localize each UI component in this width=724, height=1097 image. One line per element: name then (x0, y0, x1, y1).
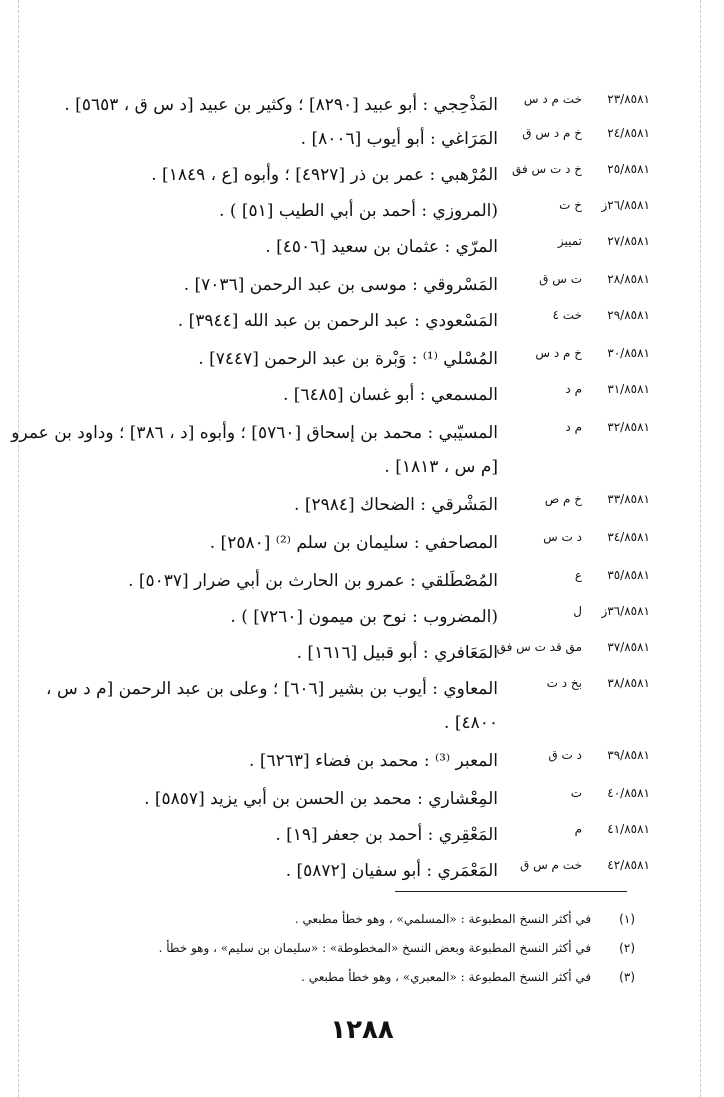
entry-number: ٣٨/٨٥٨١ (607, 676, 650, 690)
scan-margin-line (700, 0, 701, 1097)
footnote (90, 970, 635, 984)
entry-text: المَرَاغي : أبو أيوب [٨٠٠٦] . (300, 129, 498, 149)
entry (60, 268, 650, 302)
entry-codes: خ م د س (535, 346, 582, 360)
entry-text: (المضروب : نوح بن ميمون [٧٢٦٠] ) . (230, 607, 498, 627)
entry (11, 416, 650, 484)
footnote-number: (٣) (619, 970, 635, 984)
entry-number: ٤١/٨٥٨١ (607, 822, 650, 836)
entry-text: (المروزي : أحمد بن أبي الطيب [٥١] ) . (219, 201, 498, 221)
footnote-text: في أكثر النسخ المطبوعة : «المسلمي» ، وهو خطأ مطبعي . (294, 912, 592, 926)
entry-number: ٣٣/٨٥٨١ (607, 492, 650, 506)
entry-number: ٢٥/٨٥٨١ (607, 162, 650, 176)
entry-number: ٢٦/٨٥٨١ز (601, 198, 650, 212)
footnote (90, 941, 635, 955)
page-number: ١٢٨٨ (330, 1015, 394, 1045)
entry-text: المصاحفي : سليمان بن سلم ⁽²⁾ [٢٥٨٠] . (209, 533, 498, 553)
footnote-number: (٢) (619, 941, 635, 955)
entry-text: المَشْرقي : الضحاك [٢٩٨٤] . (294, 495, 498, 515)
entry-text: المعاوي : أيوب بن بشير [٦٠٦] ؛ وعلى بن عبد الرحمن [م د س ، ٤٨٠٠] . (46, 679, 498, 733)
entry-codes: ع (574, 568, 582, 582)
entry-codes: م د (565, 420, 582, 434)
footnote-text: في أكثر النسخ المطبوعة وبعض النسخ «المخطوطة» : «سليمان بن سليم» ، وهو خطأ . (158, 941, 592, 955)
footnote-text: في أكثر النسخ المطبوعة : «المعبري» ، وهو خطأ مطبعي . (301, 970, 592, 984)
entry-text: المَعْمَري : أبو سفيان [٥٨٧٢] . (285, 861, 498, 881)
entry-text: المَذْحِجي : أبو عبيد [٨٢٩٠] ؛ وكثير بن عبيد [د س ق ، ٥٦٥٣] . (64, 95, 498, 115)
entry (60, 194, 650, 228)
entry-number: ٣٤/٨٥٨١ (607, 530, 650, 544)
entry-codes: خ د ت س فق (511, 162, 582, 176)
entry (60, 818, 650, 852)
entry-number: ٣٥/٨٥٨١ (607, 568, 650, 582)
entry-number: ٢٧/٨٥٨١ (607, 234, 650, 248)
entry-codes: خت م د س (523, 92, 582, 106)
entry-text: المعبر ⁽³⁾ : محمد بن فضاء [٦٢٦٣] . (249, 751, 498, 771)
entry-number: ٣٦/٨٥٨١ز (601, 604, 650, 618)
entry-codes: خ ت (559, 198, 582, 212)
entry-text: المَسْعودي : عبد الرحمن بن عبد الله [٣٩٤٤] . (177, 311, 498, 331)
entry (60, 230, 650, 264)
entry-codes: د ت س (543, 530, 582, 544)
entry (46, 672, 650, 740)
entry (60, 854, 650, 888)
entry-text: المُسْلي ⁽¹⁾ : وَبْرة بن عبد الرحمن [٧٤٤٧] . (198, 349, 498, 369)
entry (60, 564, 650, 598)
entry (60, 304, 650, 338)
entry-number: ٤٠/٨٥٨١ (607, 786, 650, 800)
entry-number: ٣١/٨٥٨١ (607, 382, 650, 396)
entry (60, 636, 650, 670)
entry (60, 122, 650, 156)
entry (60, 488, 650, 522)
entry-codes: خت م س ق (519, 858, 582, 872)
entry-text: المُرْهبي : عمر بن ذر [٤٩٢٧] ؛ وأبوه [ع ، ١٨٤٩] . (151, 165, 498, 185)
entry-text: المِعْشاري : محمد بن الحسن بن أبي يزيد [٥٨٥٧] . (144, 789, 498, 809)
entry-codes: خ م د س ق (522, 126, 582, 140)
entry-number: ٣٢/٨٥٨١ (607, 420, 650, 434)
entry-codes: بخ د ت (546, 676, 582, 690)
entry (60, 88, 650, 122)
entry-codes: ل (573, 604, 582, 618)
entry-number: ٢٤/٨٥٨١ (607, 126, 650, 140)
entry-number: ٣٩/٨٥٨١ (607, 748, 650, 762)
entry-codes: ت (570, 786, 582, 800)
entry-codes: مق قد ت س فق (496, 640, 582, 654)
entry-number: ٢٨/٨٥٨١ (607, 272, 650, 286)
footnote (90, 912, 635, 926)
entry-text: المرّي : عثمان بن سعيد [٤٥٠٦] . (265, 237, 498, 257)
entry (60, 378, 650, 412)
entry-number: ٣٧/٨٥٨١ (607, 640, 650, 654)
entry-number: ٣٠/٨٥٨١ (607, 346, 650, 360)
entry (60, 782, 650, 816)
entry-codes: خت ٤ (552, 308, 582, 322)
entry-text: المَعْقِري : أحمد بن جعفر [١٩] . (275, 825, 498, 845)
entry-codes: م د (565, 382, 582, 396)
footnote-divider (395, 891, 627, 892)
entry (60, 342, 650, 376)
entry-number: ٤٢/٨٥٨١ (607, 858, 650, 872)
entry-codes: خ م ص (544, 492, 582, 506)
entry-codes: د ت ق (548, 748, 582, 762)
entry-codes: ت س ق (539, 272, 582, 286)
entry (60, 744, 650, 778)
entry-number: ٢٩/٨٥٨١ (607, 308, 650, 322)
entry-text: المسمعي : أبو غسان [٦٤٨٥] . (282, 385, 498, 405)
entry-codes: م (574, 822, 582, 836)
entry-text: المَعَافري : أبو قبيل [١٦١٦] . (296, 643, 498, 663)
entry-codes: تمييز (557, 234, 582, 248)
entry-text: المُصْطَلقي : عمرو بن الحارث بن أبي ضرار [٥٠٣٧] . (128, 571, 498, 591)
entry (60, 158, 650, 192)
footnote-number: (١) (619, 912, 635, 926)
entry (60, 526, 650, 560)
scan-margin-line (18, 0, 19, 1097)
entry-text: المَسْروقي : موسى بن عبد الرحمن [٧٠٣٦] . (183, 275, 498, 295)
entry (60, 600, 650, 634)
entry-number: ٢٣/٨٥٨١ (607, 92, 650, 106)
entry-text: المسيّبي : محمد بن إسحاق [٥٧٦٠] ؛ وأبوه [د ، ٣٨٦] ؛ وداود بن عمرو [م س ، ١٨١٣] . (11, 423, 498, 477)
